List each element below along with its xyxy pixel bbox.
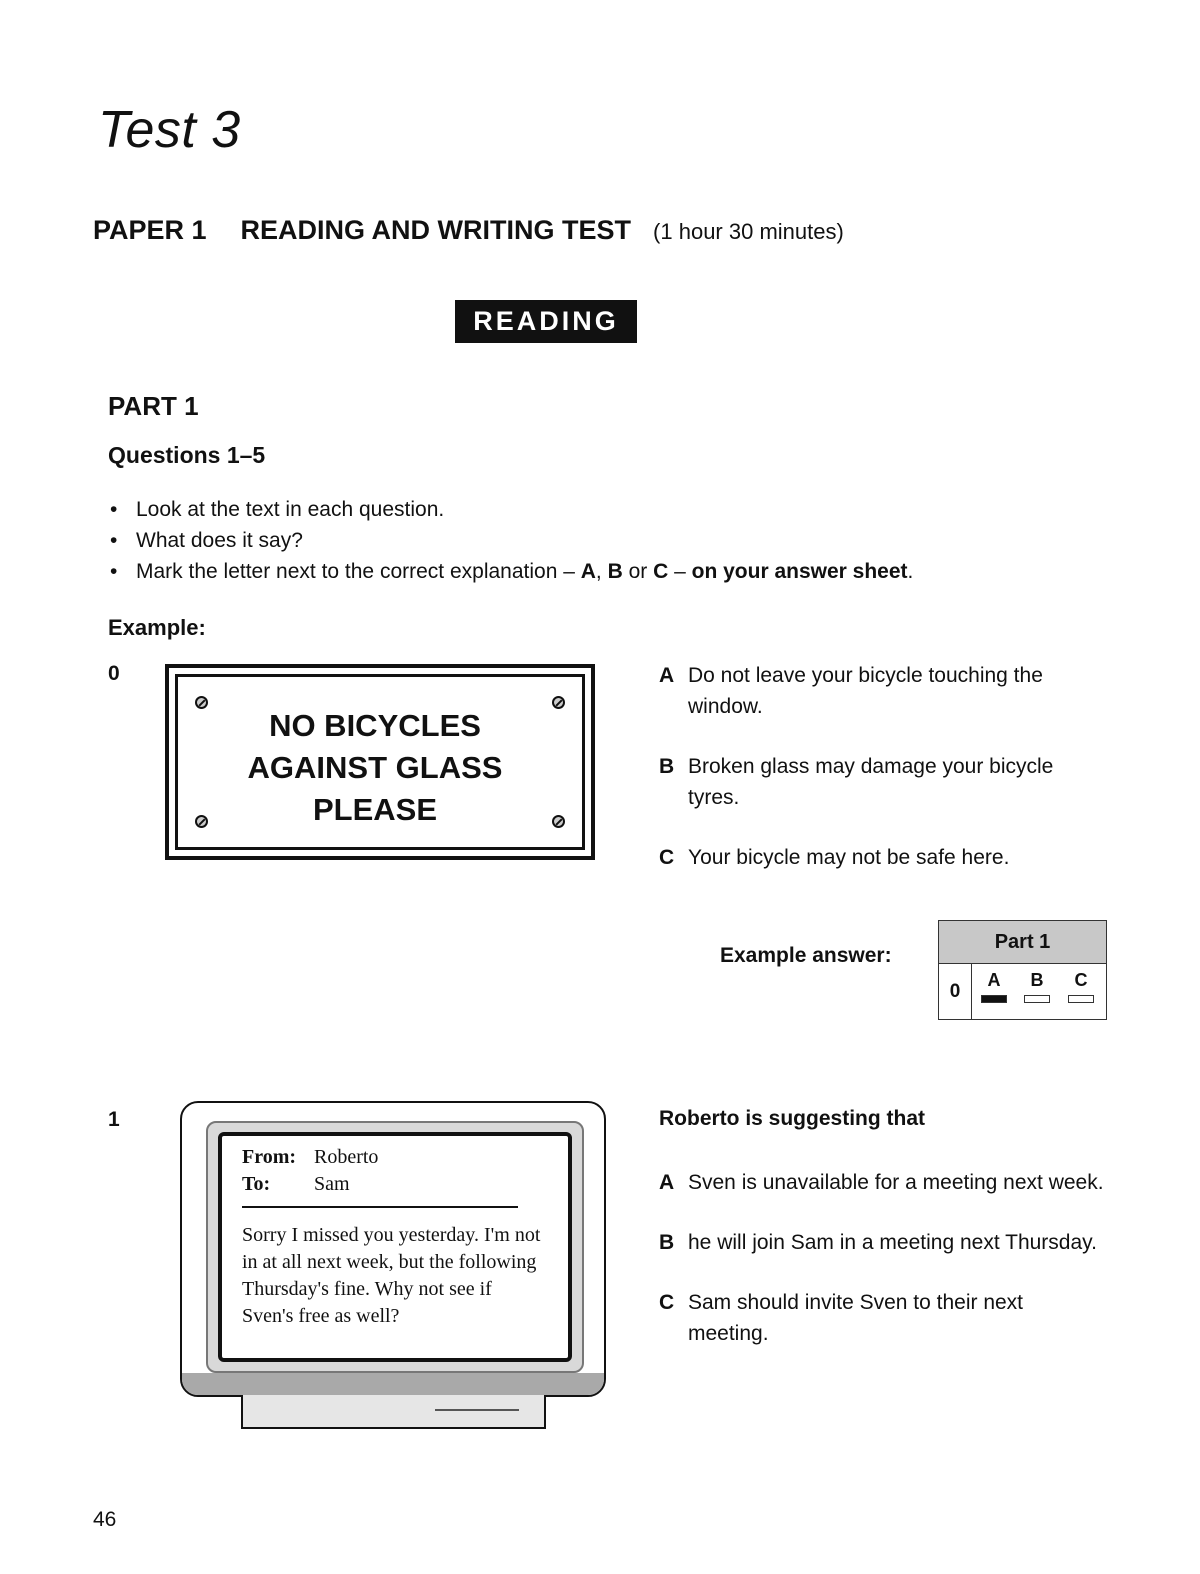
instruction-text: Look at the text in each question. xyxy=(136,498,445,521)
monitor-stand xyxy=(241,1395,546,1429)
sign-line: PLEASE xyxy=(312,792,438,827)
answer-letter: B xyxy=(1030,970,1044,990)
option-text: he will join Sam in a meeting next Thursday. xyxy=(688,1231,1097,1254)
instruction-bold: on your answer sheet xyxy=(691,560,908,583)
instruction-text: – xyxy=(668,560,692,583)
email-body: Sorry I missed you yesterday. I'm not in at all next week, but the following Thursday's fine. Why not see if Sven's free as well? xyxy=(242,1224,541,1327)
question-options xyxy=(659,1167,1104,1378)
email-to-label: To: xyxy=(242,1173,271,1195)
test-title: Test 3 xyxy=(98,101,241,159)
example-sign xyxy=(165,664,595,860)
answer-box-header: Part 1 xyxy=(939,921,1106,964)
instruction-item xyxy=(108,525,913,556)
option-b xyxy=(659,1227,1104,1258)
email-from-label: From: xyxy=(242,1146,297,1168)
option-letter: A xyxy=(659,1171,675,1194)
email-from xyxy=(242,1144,378,1171)
computer-monitor xyxy=(180,1101,606,1397)
example-answer-box xyxy=(938,920,1107,1020)
email-screen xyxy=(218,1132,572,1362)
option-text: Your bicycle may not be safe here. xyxy=(688,846,1010,869)
instruction-text: , xyxy=(595,560,608,583)
answer-option-a xyxy=(979,970,1009,1003)
option-letter: C xyxy=(659,846,675,869)
option-text: Sam should invite Sven to their next meeting. xyxy=(688,1291,1024,1345)
question-number: 1 xyxy=(108,1108,120,1131)
option-text: Broken glass may damage your bicycle tyres. xyxy=(688,755,1054,809)
option-b xyxy=(659,751,1104,813)
instruction-bold: A xyxy=(580,560,596,583)
instructions-list xyxy=(108,494,913,587)
instruction-item xyxy=(108,556,913,587)
option-a xyxy=(659,660,1104,722)
email-to-value: Sam xyxy=(314,1173,350,1195)
answer-letter: C xyxy=(1074,970,1088,990)
example-label: Example: xyxy=(108,615,206,640)
option-letter: C xyxy=(659,1291,675,1314)
paper-name: READING AND WRITING TEST xyxy=(240,215,632,245)
answer-row-number: 0 xyxy=(939,964,972,1019)
sign-inner-frame xyxy=(175,674,585,850)
answer-mark-empty xyxy=(1068,995,1094,1003)
instruction-text: . xyxy=(907,560,914,583)
option-c xyxy=(659,1287,1104,1349)
answer-option-c xyxy=(1066,970,1096,1003)
option-text: Sven is unavailable for a meeting next week. xyxy=(688,1171,1104,1194)
instruction-bold: B xyxy=(607,560,623,583)
email-from-value: Roberto xyxy=(314,1146,379,1168)
paper-duration: (1 hour 30 minutes) xyxy=(653,219,844,244)
section-badge: READING xyxy=(455,300,637,343)
option-text: Do not leave your bicycle touching the window. xyxy=(688,664,1043,718)
option-letter: B xyxy=(659,755,675,778)
question-prompt: Roberto is suggesting that xyxy=(659,1107,926,1130)
part-title: PART 1 xyxy=(108,391,199,421)
option-letter: A xyxy=(659,664,675,687)
answer-option-b xyxy=(1022,970,1052,1003)
monitor-base xyxy=(182,1373,604,1395)
answer-mark-filled xyxy=(981,995,1007,1003)
paper-label: PAPER 1 xyxy=(93,215,207,245)
instruction-text: or xyxy=(622,560,654,583)
instruction-bold: C xyxy=(653,560,669,583)
email-divider xyxy=(242,1206,518,1208)
email-header xyxy=(242,1144,378,1198)
email-to xyxy=(242,1171,378,1198)
answer-letter: A xyxy=(987,970,1001,990)
answer-mark-empty xyxy=(1024,995,1050,1003)
sign-line: NO BICYCLES xyxy=(269,708,481,743)
sign-text xyxy=(178,705,582,831)
sign-line: AGAINST GLASS xyxy=(247,750,503,785)
option-a xyxy=(659,1167,1104,1198)
page-number: 46 xyxy=(93,1508,117,1531)
instruction-text: Mark the letter next to the correct explanation – xyxy=(136,560,581,583)
instruction-item xyxy=(108,494,913,525)
questions-range: Questions 1–5 xyxy=(108,442,266,468)
option-c xyxy=(659,842,1104,873)
paper-heading xyxy=(93,215,844,246)
example-number: 0 xyxy=(108,662,120,685)
example-options xyxy=(659,660,1104,902)
example-answer-label: Example answer: xyxy=(720,944,892,967)
instruction-text: What does it say? xyxy=(136,529,303,552)
option-letter: B xyxy=(659,1231,675,1254)
monitor-bezel xyxy=(206,1121,584,1373)
